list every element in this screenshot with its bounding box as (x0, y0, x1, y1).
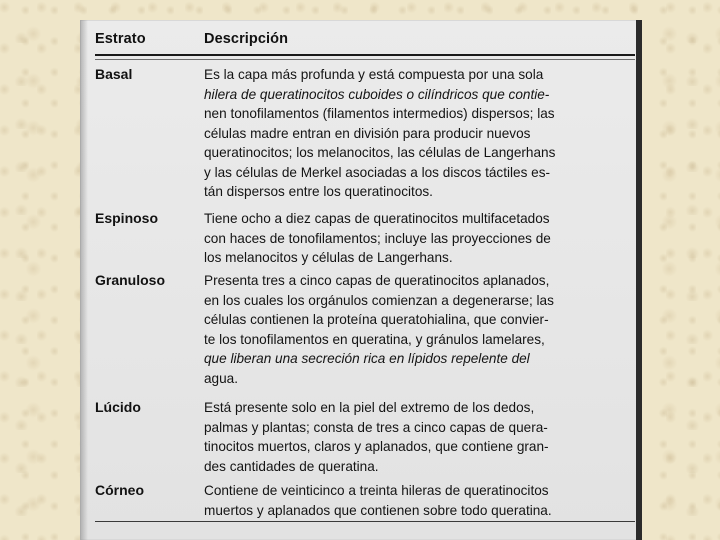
description-line: células madre entran en división para producir nuevos (204, 125, 531, 141)
description-line: des cantidades de queratina. (204, 458, 379, 474)
description-line: y las células de Merkel asociadas a los discos táctiles es- (204, 164, 551, 180)
description-line: Está presente solo en la piel del extremo de los dedos, (204, 400, 535, 415)
description-line: queratinocitos; los melanocitos, las células de Langerhans (204, 145, 556, 160)
stratum-description (204, 65, 630, 202)
description-line: tán dispersos entre los queratinocitos. (204, 184, 433, 199)
stratum-description (204, 481, 630, 520)
description-line: en los cuales los orgánulos comienzan a degenerarse; las (204, 292, 554, 308)
description-line: los melanocitos y células de Langerhans. (204, 250, 453, 265)
description-line: Tiene ocho a diez capas de queratinocitos multifacetados (204, 211, 550, 226)
description-line: Es la capa más profunda y está compuesta por una sola (204, 67, 544, 82)
table-header (95, 31, 635, 55)
description-line: Presenta tres a cinco capas de queratinocitos aplanados, (204, 273, 550, 288)
stratum-description (204, 271, 630, 388)
page-edge (636, 20, 642, 540)
description-line: te los tonofilamentos en queratina, y gránulos lamelares, (204, 331, 545, 347)
stratum-name: Córneo (95, 482, 144, 498)
description-line: muertos y aplanados que contienen sobre todo queratina. (204, 502, 552, 518)
description-line: que liberan una secreción rica en lípidos repelente del (204, 351, 530, 366)
stratum-description (204, 209, 630, 268)
description-line: con haces de tonofilamentos; incluye las proyecciones de (204, 230, 551, 246)
header-rule (95, 54, 635, 56)
header-descripcion: Descripción (204, 31, 289, 47)
table-bottom-rule (95, 521, 635, 522)
description-line: agua. (204, 370, 239, 386)
description-line: nen tonofilamentos (filamentos intermedios) dispersos; las (204, 106, 555, 121)
header-estrato: Estrato (95, 31, 146, 47)
description-line: células contienen la proteína queratohialina, que convier- (204, 312, 549, 327)
header-subrule (95, 59, 635, 60)
stratum-name: Lúcido (95, 399, 141, 415)
description-line: tinocitos muertos, claros y aplanados, que contiene gran- (204, 439, 549, 454)
description-line: hilera de queratinocitos cuboides o cilíndricos que contie- (204, 86, 550, 102)
stratum-name: Basal (95, 66, 133, 82)
stratum-description (204, 398, 630, 476)
stratum-name: Espinoso (95, 210, 159, 226)
page-shadow (80, 20, 88, 540)
description-line: Contiene de veinticinco a treinta hileras de queratinocitos (204, 483, 549, 498)
stratum-name: Granuloso (95, 272, 166, 288)
description-line: palmas y plantas; consta de tres a cinco capas de quera- (204, 419, 548, 435)
